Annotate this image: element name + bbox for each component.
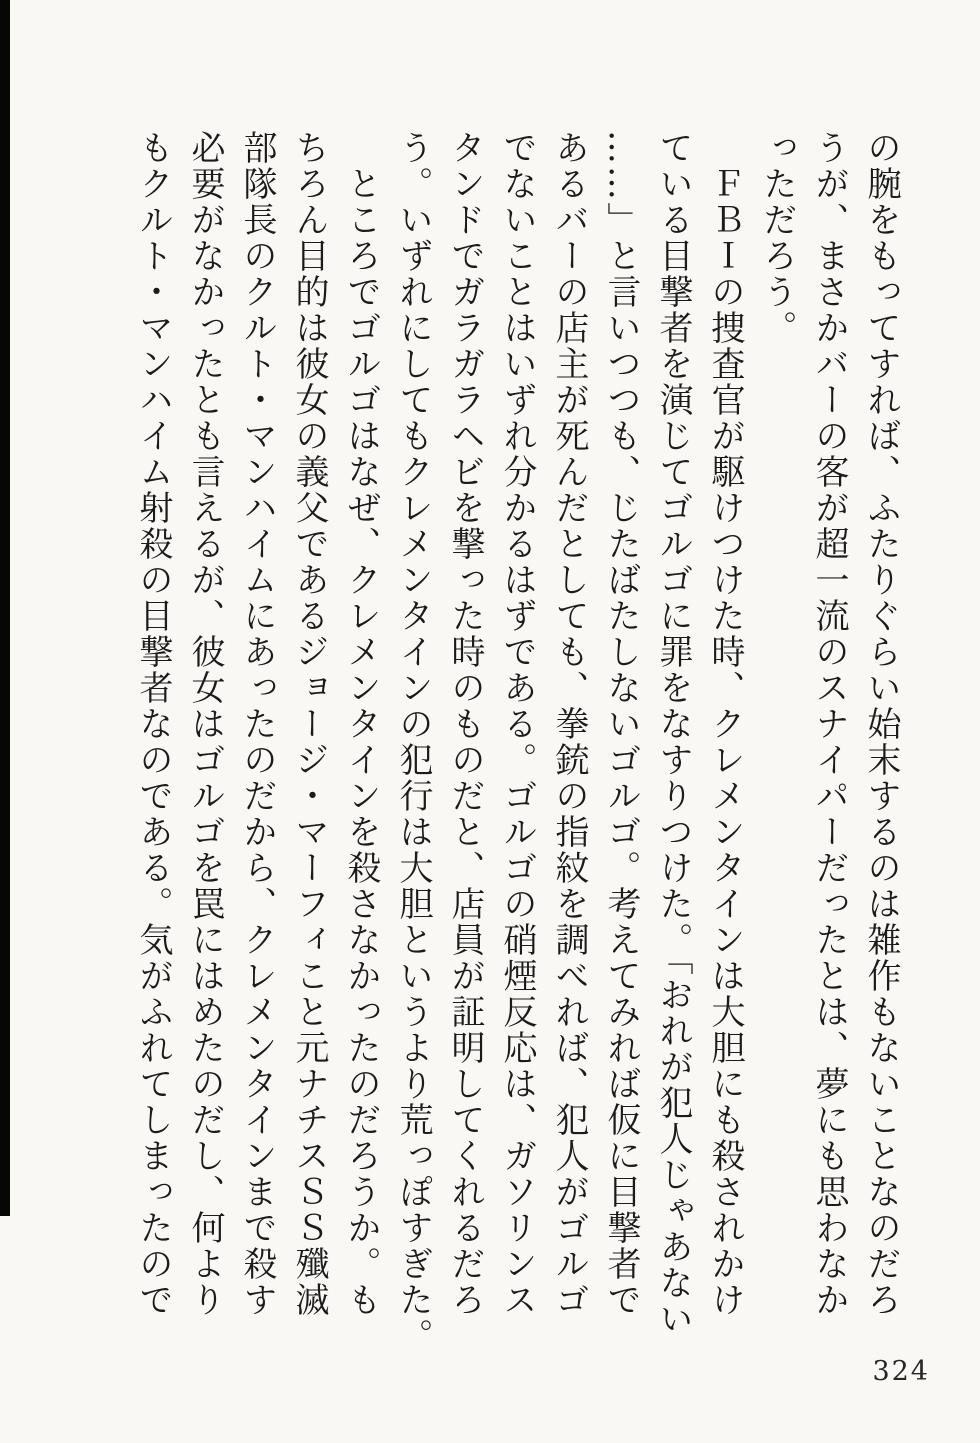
- vertical-text-block: [127, 130, 907, 1382]
- text-column-1: の腕をもってすれば、ふたりぐらい始末するのは雑作もないことなのだろ: [861, 130, 901, 1318]
- text-column-15: もクルト・マンハイム射殺の目撃者なのである。気がふれてしまったので: [133, 130, 173, 1318]
- text-column-6: ……」と言いつつも、じたばたしないゴルゴ。考えてみれば仮に目撃者で: [601, 130, 641, 1318]
- text-column-10: う。いずれにしてもクレメンタインの犯行は大胆というより荒っぽすぎた。: [393, 130, 433, 1354]
- text-column-8: でないことはいずれ分かるはずである。ゴルゴの硝煙反応は、ガソリンス: [497, 130, 537, 1318]
- text-column-11: ところでゴルゴはなぜ、クレメンタインを殺さなかったのだろうか。も: [341, 130, 381, 1318]
- text-column-5: ている目撃者を演じてゴルゴに罪をなすりつけた。「おれが犯人じゃあない: [653, 130, 693, 1337]
- text-column-14: 必要がなかったとも言えるが、彼女はゴルゴを罠にはめたのだし、何より: [185, 130, 225, 1318]
- binding-shadow-bar: [0, 0, 10, 1216]
- page-number: 324: [872, 1356, 930, 1387]
- text-column-4: ＦＢＩの捜査官が駆けつけた時、クレメンタインは大胆にも殺されかけ: [705, 130, 745, 1318]
- text-column-13: 部隊長のクルト・マンハイムにあったのだから、クレメンタインまで殺す: [237, 130, 277, 1318]
- text-column-12: ちろん目的は彼女の義父であるジョージ・マーフィこと元ナチスＳＳ殲滅: [289, 130, 329, 1318]
- text-column-7: あるバーの店主が死んだとしても、拳銃の指紋を調べれば、犯人がゴルゴ: [549, 130, 589, 1318]
- text-column-2: うが、まさかバーの客が超一流のスナイパーだったとは、夢にも思わなか: [809, 130, 849, 1318]
- text-column-3: っただろう。: [757, 130, 797, 346]
- text-column-9: タンドでガラガラヘビを撃った時のものだと、店員が証明してくれるだろ: [445, 130, 485, 1318]
